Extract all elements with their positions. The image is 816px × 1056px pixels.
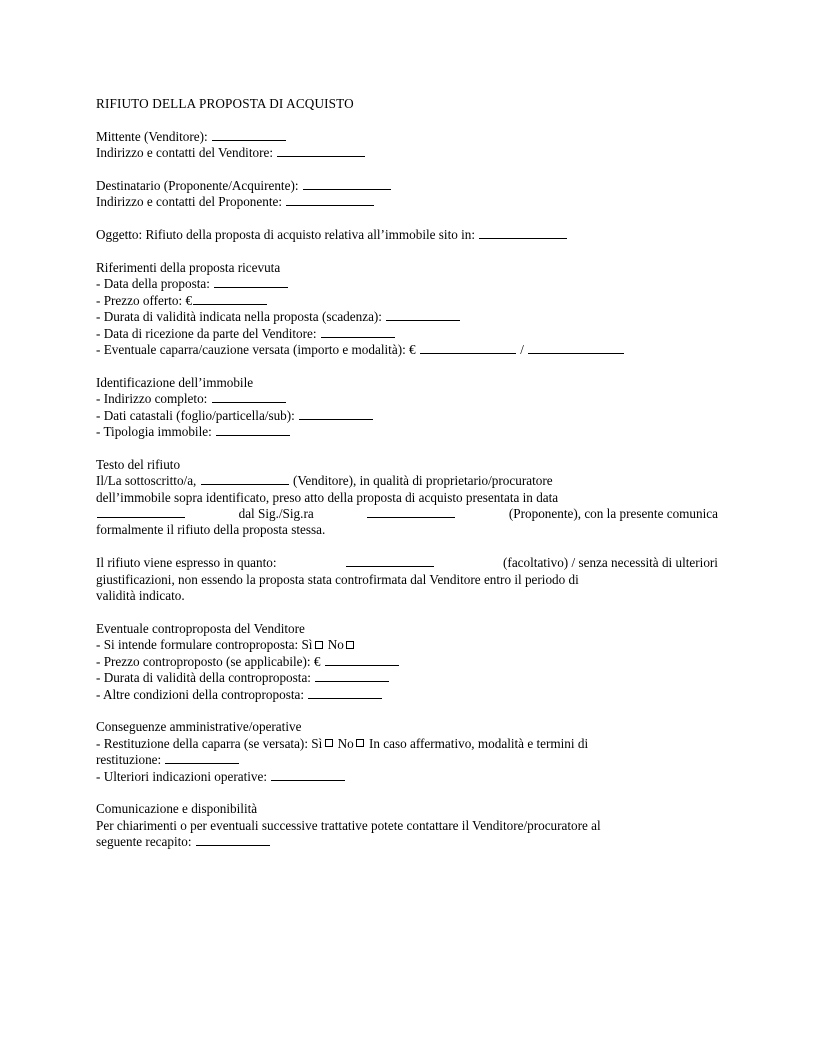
- consequences-restitution-tail: In caso affermativo, modalità e termini di: [369, 735, 589, 751]
- reference-item-deposit-label: - Eventuale caparra/cauzione versata (importo e modalità): €: [96, 342, 416, 358]
- recipient-address-label: Indirizzo e contatti del Proponente:: [96, 194, 283, 210]
- subject-line: [96, 227, 718, 243]
- sender-label: Mittente (Venditore):: [96, 128, 208, 144]
- consequences-restitution-label: - Restituzione della caparra (se versata):: [96, 735, 308, 751]
- reference-item-deposit-method-blank[interactable]: [528, 342, 624, 354]
- reason-blank[interactable]: [346, 555, 434, 567]
- counteroffer-yes-checkbox[interactable]: [315, 641, 323, 649]
- reference-item-deposit-amount-blank[interactable]: [420, 342, 516, 354]
- sender-line: [96, 129, 718, 145]
- refusal-text-section: [96, 457, 718, 539]
- consequences-further-line: [96, 769, 718, 785]
- reference-item-received-label: - Data di ricezione da parte del Venditore:: [96, 325, 317, 341]
- subject-section: [96, 227, 718, 243]
- reference-item-price-blank[interactable]: [193, 293, 267, 305]
- counteroffer-section: [96, 621, 718, 703]
- consequences-further-label: - Ulteriori indicazioni operative:: [96, 768, 268, 784]
- reference-item-validity-blank[interactable]: [386, 309, 460, 321]
- counteroffer-item-conditions: [96, 687, 718, 703]
- consequences-yes-label: Sì: [311, 735, 323, 751]
- recipient-blank[interactable]: [303, 178, 391, 190]
- recipient-address-line: [96, 194, 718, 210]
- property-heading: Identificazione dell’immobile: [96, 374, 254, 390]
- counteroffer-yes-label: Sì: [301, 637, 313, 653]
- reference-item-received: [96, 326, 718, 342]
- refusal-text-line-4: formalmente il rifiuto della proposta stessa.: [96, 522, 326, 538]
- refusal-text-line-3-suffix: (Proponente), con la presente comunica: [508, 506, 718, 522]
- seller-name-blank[interactable]: [201, 473, 289, 485]
- recipient-label: Destinatario (Proponente/Acquirente):: [96, 178, 299, 193]
- spacer: [96, 211, 718, 227]
- reason-section: [96, 555, 718, 604]
- communication-section: [96, 801, 718, 850]
- consequences-restitution-cont-label: restituzione:: [96, 752, 162, 768]
- consequences-section: [96, 719, 718, 785]
- reason-line-1-prefix: Il rifiuto viene espresso in quanto:: [96, 555, 277, 571]
- refusal-text-line-1: [96, 473, 718, 489]
- refusal-text-line-2: dell’immobile sopra identificato, preso atto della proposta di acquisto presentata in data: [96, 489, 559, 505]
- recipient-section: [96, 178, 718, 211]
- property-item-type: [96, 424, 718, 440]
- counteroffer-item-price-label: - Prezzo controproposto (se applicabile): €: [96, 653, 321, 669]
- communication-heading: Comunicazione e disponibilità: [96, 801, 258, 817]
- reference-item-price: [96, 293, 718, 309]
- property-item-address-blank[interactable]: [212, 391, 286, 403]
- consequences-no-checkbox[interactable]: [356, 739, 364, 747]
- sender-blank[interactable]: [212, 129, 286, 141]
- references-heading: Riferimenti della proposta ricevuta: [96, 260, 281, 275]
- counteroffer-formulate-line: [96, 637, 718, 653]
- subject-label: Oggetto: Rifiuto della proposta di acquisto relativa all’immobile sito in:: [96, 227, 476, 243]
- reference-item-date-label: - Data della proposta:: [96, 276, 210, 292]
- subject-blank[interactable]: [479, 227, 567, 239]
- spacer: [96, 112, 718, 128]
- deposit-separator: /: [520, 342, 524, 358]
- consequences-restitution-blank[interactable]: [165, 752, 239, 764]
- sender-address-blank[interactable]: [277, 145, 365, 157]
- sender-address-line: [96, 145, 718, 161]
- consequences-no-label: No: [337, 735, 354, 751]
- document-body: [96, 96, 718, 851]
- reference-item-date: [96, 276, 718, 292]
- consequences-restitution-line: [96, 736, 718, 752]
- counteroffer-item-validity-blank[interactable]: [315, 670, 389, 682]
- reason-line-3: validità indicato.: [96, 588, 185, 604]
- communication-contact-blank[interactable]: [196, 834, 270, 846]
- communication-line-2: [96, 834, 718, 850]
- references-section: [96, 260, 718, 358]
- parties-section: [96, 129, 718, 162]
- property-item-cadastral-label: - Dati catastali (foglio/particella/sub):: [96, 407, 295, 423]
- refusal-text-line-3-mid: dal Sig./Sig.ra: [238, 506, 314, 522]
- spacer: [96, 440, 718, 456]
- spacer: [96, 604, 718, 620]
- reason-line-2: giustificazioni, non essendo la proposta stata controfirmata dal Venditore entro il periodo di: [96, 571, 579, 587]
- consequences-restitution-cont-line: [96, 752, 718, 768]
- spacer: [96, 162, 718, 178]
- communication-line-2-label: seguente recapito:: [96, 834, 192, 850]
- reference-item-price-label: - Prezzo offerto: €: [96, 292, 193, 308]
- reason-line-1-suffix: (facoltativo) / senza necessità di ulteriori: [503, 555, 718, 571]
- counteroffer-item-conditions-label: - Altre condizioni della controproposta:: [96, 686, 305, 702]
- communication-line-1: Per chiarimenti o per eventuali successive trattative potete contattare il Venditore/procuratore al: [96, 817, 601, 833]
- refusal-text-line-1-suffix: (Venditore), in qualità di proprietario/procuratore: [292, 473, 553, 489]
- reference-item-validity: [96, 309, 718, 325]
- property-item-cadastral-blank[interactable]: [299, 408, 373, 420]
- reference-item-validity-label: - Durata di validità indicata nella proposta (scadenza):: [96, 309, 382, 325]
- proponent-name-blank[interactable]: [367, 506, 455, 518]
- spacer: [96, 785, 718, 801]
- counteroffer-formulate-label: - Si intende formulare controproposta:: [96, 637, 299, 653]
- counteroffer-item-price-blank[interactable]: [325, 654, 399, 666]
- spacer: [96, 703, 718, 719]
- proposal-date-blank[interactable]: [97, 506, 185, 518]
- sender-address-label: Indirizzo e contatti del Venditore:: [96, 145, 273, 161]
- counteroffer-item-validity-label: - Durata di validità della controproposta:: [96, 670, 311, 686]
- refusal-text-heading: Testo del rifiuto: [96, 456, 181, 472]
- counteroffer-item-price: [96, 654, 718, 670]
- property-item-address: [96, 391, 718, 407]
- spacer: [96, 244, 718, 260]
- refusal-text-line-1-prefix: Il/La sottoscritto/a,: [96, 473, 197, 489]
- reference-item-deposit: [96, 342, 718, 358]
- consequences-yes-checkbox[interactable]: [325, 739, 333, 747]
- recipient-line: [96, 178, 718, 194]
- counteroffer-item-validity: [96, 670, 718, 686]
- reason-line-1: [96, 555, 718, 571]
- counteroffer-no-label: No: [327, 637, 344, 653]
- property-section: [96, 375, 718, 441]
- counteroffer-no-checkbox[interactable]: [346, 641, 354, 649]
- property-item-address-label: - Indirizzo completo:: [96, 391, 208, 407]
- reference-item-date-blank[interactable]: [214, 277, 288, 289]
- counteroffer-item-conditions-blank[interactable]: [308, 687, 382, 699]
- spacer: [96, 539, 718, 555]
- spacer: [96, 358, 718, 374]
- reference-item-received-blank[interactable]: [321, 326, 395, 338]
- consequences-further-blank[interactable]: [271, 769, 345, 781]
- property-item-type-blank[interactable]: [216, 424, 290, 436]
- recipient-address-blank[interactable]: [286, 195, 374, 207]
- refusal-text-line-3: [96, 506, 718, 522]
- document-title: RIFIUTO DELLA PROPOSTA DI ACQUISTO: [96, 96, 354, 111]
- property-item-cadastral: [96, 408, 718, 424]
- consequences-heading: Conseguenze amministrative/operative: [96, 719, 302, 735]
- counteroffer-heading: Eventuale controproposta del Venditore: [96, 620, 305, 636]
- property-item-type-label: - Tipologia immobile:: [96, 424, 212, 440]
